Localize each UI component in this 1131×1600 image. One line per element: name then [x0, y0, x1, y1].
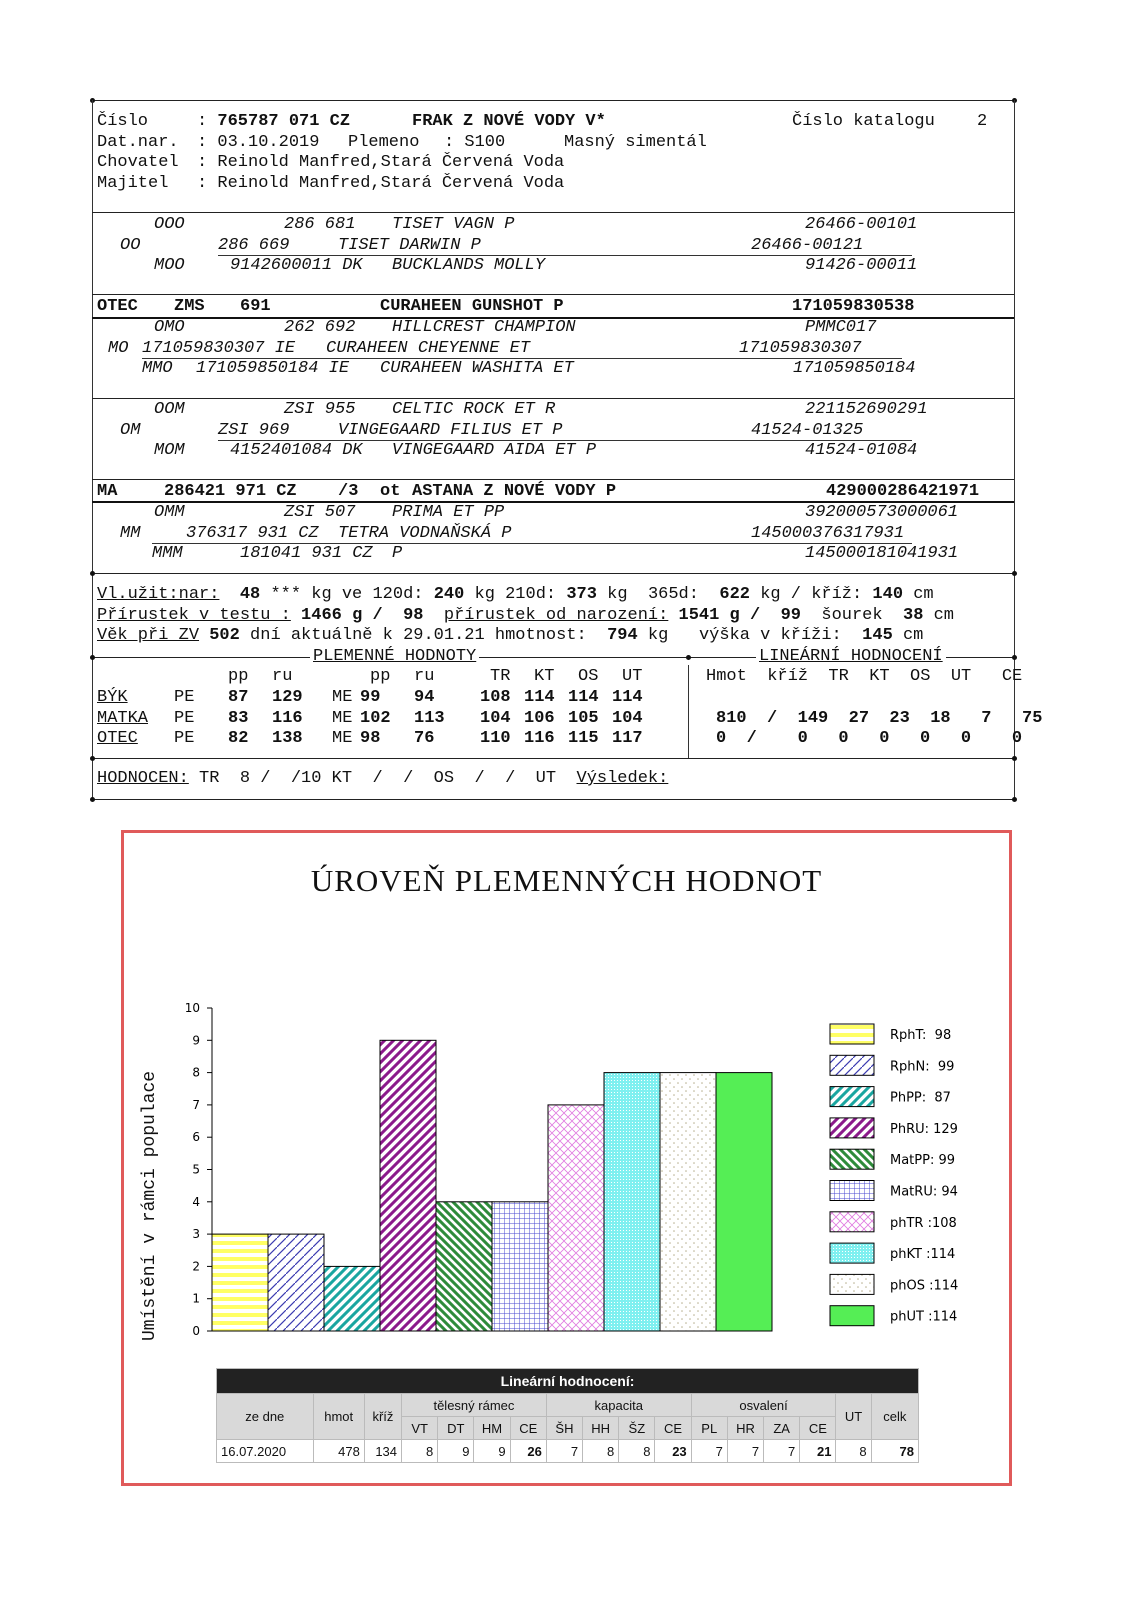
bar-phKT: [604, 1073, 660, 1331]
vl-nar: 48: [239, 585, 261, 604]
ph-label-0: BÝK: [97, 688, 128, 707]
otec-num: 691: [240, 297, 271, 316]
ma-lact: /3: [338, 482, 359, 501]
bar-RphT: [212, 1234, 268, 1331]
mmm-code: 145000181041931: [805, 544, 959, 563]
ph-kt-1: 106: [524, 708, 555, 728]
hdr-pp: pp: [228, 667, 249, 686]
mm-label: MM: [120, 524, 141, 543]
legend-label-phKT: phKT :114: [890, 1247, 956, 1263]
mo-name: CURAHEEN CHEYENNE ET: [326, 339, 531, 358]
prir-label: Přírustek v testu :: [97, 606, 291, 625]
ma-num: 286421 971 CZ: [164, 482, 297, 501]
vek: 502: [209, 626, 240, 645]
legend-label-RphT: RphT: 98: [890, 1028, 952, 1043]
th-sub-10: ZA: [764, 1417, 800, 1440]
prir-ix: 98: [403, 606, 424, 625]
td-val-4: 7: [546, 1440, 582, 1463]
th-hmot: hmot: [313, 1394, 364, 1440]
majitel-value: Reinold Manfred,Stará Červená Voda: [217, 174, 565, 193]
ooo-num: 286 681: [284, 215, 356, 234]
g-slash: g /: [352, 606, 383, 625]
ph-ut-2: 117: [612, 729, 643, 748]
hdr-kt: KT: [534, 667, 555, 686]
th-kriz: kříž: [364, 1394, 401, 1440]
ph-me-1: ME: [332, 708, 353, 728]
ph-ru2-0: 94: [414, 688, 435, 707]
ph-me-0: ME: [332, 688, 353, 707]
ph-ut-1: 104: [612, 708, 643, 728]
oom-label: OOM: [154, 400, 185, 419]
td-val-2: 9: [474, 1440, 510, 1463]
y-tick-label-4: 4: [192, 1194, 200, 1209]
td-date: 16.07.2020: [217, 1440, 314, 1463]
kriz-label: kříž:: [811, 585, 863, 604]
legend-swatch-phOS: [830, 1274, 874, 1294]
vek-rest: dní aktuálně k 29.01.21 hmotnost:: [250, 626, 587, 645]
ph-pe-2: PE: [174, 729, 195, 748]
y-tick-label-3: 3: [192, 1227, 200, 1242]
chart-title: ÚROVEŇ PLEMENNÝCH HODNOT: [310, 863, 823, 898]
th-sub-8: PL: [691, 1417, 727, 1440]
otec-code: 171059830538: [792, 297, 915, 316]
y-axis-label: Umístění v rámci populace: [140, 1070, 160, 1341]
mom-code: 41524-01084: [805, 441, 918, 460]
ph-label-1: MATKA: [97, 708, 149, 728]
y-tick-label-9: 9: [192, 1033, 200, 1048]
datnar-label: Dat.nar.: [97, 133, 179, 152]
ooo-code: 26466-00101: [805, 215, 918, 234]
katalog-value: 2: [977, 112, 988, 131]
ph-os-2: 115: [568, 729, 599, 748]
ph-tr-2: 110: [480, 729, 511, 748]
ph-os-0: 114: [568, 688, 599, 707]
mmo-label: MMO: [142, 359, 173, 378]
ph-pp-0: 87: [228, 688, 249, 707]
bar-phOS: [660, 1073, 716, 1331]
y-tick-label-8: 8: [192, 1065, 200, 1080]
bar-chart: [124, 833, 1009, 1353]
d365-label: 365d:: [647, 585, 699, 604]
legend-label-MatPP: MatPP: 99: [890, 1153, 956, 1169]
majitel-label: Majitel: [97, 174, 169, 193]
td-val-3: 26: [510, 1440, 546, 1463]
ph-kt-0: 114: [524, 688, 555, 707]
animal-card: Číslo : 765787 071 CZ FRAK Z NOVÉ VODY V* Číslo katalogu 2 Dat.nar. : 03.10.2019 Plemeno : S100 Masný simentál Chovatel : Reinold Manfred,Stará Červená Voda Majitel : Reinold Manfred,Stará Červená Voda OOO 286 681 TISET VAGN P 26466-00101 OO 286 669 TISET DARWIN P 26466-00121 MOO 9142600011 DK BUCKLANDS MOLLY 91426-00011 OTEC ZMS 691 CURAHEEN GUNSHOT P 171059830538 OMO 262 692 HILLCREST CHAMPION PMMC017 MO 171059830307 IE CURAHEEN CHEYENNE ET 171059830307 MMO 171059850184 IE CURAHEEN WASHITA ET 171059850184 OOM ZSI 955 CELTIC ROCK ET R 221152690291 OM ZSI 969 VINGEGAARD FILIUS ET P 41524-01325 MOM 4152401084 DK VINGEGAARD AIDA ET P 41524-01084 MA 286421 971 CZ /3 ot ASTANA Z NOVÉ VODY P 429000286421971 OMM ZSI 507 PRIMA ET PP 392000573000061 MM 376317 931 CZ TETRA VODNAŇSKÁ P 145000376317931 MMM 181041 931 CZ P 145000181041931 Vl.užit:nar: 48 *** kg ve 120d: 240 kg 210d: 373 kg 365d: 622 kg / kříž: 140 cm Přírustek v testu : 1466 g / 98 přírustek od narození: 1541 g / 99 šourek 38 cm Věk při ZV 502 dní aktuálně k 29.01.21 hmotnost: 794 kg výška v kříži: 145 cm PLEMENNÉ HODNOTY LINEÁRNÍ HODNOCENÍ pp ru pp ru TR KT OS UT Hmot kříž TR KT OS UT CE BÝK PE 87 129 ME 99 94 108 114 114 114 MATKA PE 83 116 ME 102 113 104 106 105 104 810 / 149 27 23 18 7 75 OTEC PE 82 138 ME 98 76 110 116 115 117 0 / 0 0 0 0 0 0 HODNOCEN: TR 8 / /10 KT / / OS / / UT Výsledek:: [92, 100, 1036, 820]
kg3: kg /: [760, 585, 801, 604]
cislo-label: Číslo: [97, 112, 149, 131]
th-sub-11: CE: [800, 1417, 836, 1440]
legend-swatch-RphN: [830, 1055, 874, 1075]
ph-tr-1: 104: [480, 708, 511, 728]
otec-zms: ZMS: [174, 297, 205, 316]
cislo-value: 765787 071 CZ: [217, 112, 351, 131]
td-kriz: 134: [364, 1440, 401, 1463]
mmo-num: 171059850184 IE: [196, 359, 350, 378]
d120-label: 120d:: [372, 585, 424, 604]
cm3: cm: [902, 626, 924, 645]
kg1: kg: [474, 585, 495, 604]
omm-code: 392000573000061: [805, 503, 959, 522]
sourek: 38: [903, 606, 924, 625]
oo-name: TISET DARWIN P: [338, 236, 481, 255]
plemeno-label: Plemeno: [348, 133, 420, 152]
datnar-value: 03.10.2019: [217, 133, 320, 152]
mo-num: 171059830307 IE: [142, 339, 296, 358]
legend-label-phOS: phOS :114: [890, 1278, 959, 1294]
legend-swatch-PhRU: [830, 1118, 874, 1138]
legend-label-PhRU: PhRU: 129: [890, 1121, 958, 1137]
mm-code: 145000376317931: [751, 524, 905, 543]
vyska: 145: [862, 626, 893, 645]
th-zedne: ze dne: [217, 1394, 314, 1440]
bar-phUT: [716, 1073, 772, 1331]
hodnocen-label: HODNOCEN:: [97, 769, 189, 788]
ph-lin-1: 810 / 149 27 23 18 7 75: [716, 708, 1043, 728]
otec-label: OTEC: [97, 297, 138, 316]
ph-lin-2: 0 / 0 0 0 0 0 0: [716, 729, 1023, 748]
th-kap: kapacita: [546, 1394, 691, 1417]
prir-nar: 1541: [678, 606, 720, 625]
om-name: VINGEGAARD FILIUS ET P: [338, 421, 563, 440]
mm-num: 376317 931 CZ: [186, 524, 319, 543]
legend-swatch-RphT: [830, 1024, 874, 1044]
td-val-1: 9: [438, 1440, 474, 1463]
y-tick-label-1: 1: [192, 1291, 200, 1306]
lin-value-row: [217, 1440, 919, 1463]
omm-name: PRIMA ET PP: [392, 503, 505, 522]
kg-ve: kg ve: [311, 585, 363, 604]
om-code: 41524-01325: [751, 421, 864, 440]
oo-label: OO: [120, 236, 141, 255]
mmo-code: 171059850184: [793, 359, 916, 378]
vysledek-label: Výsledek:: [576, 769, 669, 788]
ma-label: MA: [97, 482, 118, 501]
th-sub-1: DT: [438, 1417, 474, 1440]
prir-nar-label: přírustek od narození:: [443, 606, 669, 625]
sourek-label: šourek: [821, 606, 883, 625]
bar-MatRU: [492, 1202, 548, 1331]
mmo-name: CURAHEEN WASHITA ET: [380, 359, 574, 378]
hdr-ru2: ru: [414, 667, 435, 686]
hdr-os: OS: [578, 667, 599, 686]
ph-pe-0: PE: [174, 688, 195, 707]
ph-kt-2: 116: [524, 729, 555, 748]
lin-table-title: Lineární hodnocení:: [217, 1369, 919, 1394]
moo-label: MOO: [154, 256, 185, 275]
y-tick-label-7: 7: [192, 1097, 200, 1112]
ph-pp2-2: 98: [360, 729, 381, 748]
legend-swatch-phTR: [830, 1212, 874, 1232]
hdr-tr: TR: [490, 667, 511, 686]
th-sub-2: HM: [474, 1417, 510, 1440]
th-sub-5: HH: [583, 1417, 619, 1440]
cm: cm: [913, 585, 934, 604]
kg4: kg: [647, 626, 669, 645]
mo-code: 171059830307: [739, 339, 862, 358]
mmm-label: MMM: [152, 544, 183, 563]
mmm-num: 181041 931 CZ: [240, 544, 373, 563]
d210-label: 210d:: [505, 585, 557, 604]
th-sub-6: ŠZ: [619, 1417, 655, 1440]
omo-code: PMMC017: [805, 318, 877, 337]
y-tick-label-2: 2: [192, 1259, 200, 1274]
hodnocen-text: TR 8 / /10 KT / / OS / / UT: [188, 769, 567, 788]
legend-label-MatRU: MatRU: 94: [890, 1184, 958, 1200]
ph-ru2-2: 76: [414, 729, 435, 748]
ph-me-2: ME: [332, 729, 353, 748]
animal-name: FRAK Z NOVÉ VODY V*: [412, 112, 606, 131]
y-tick-label-10: 10: [184, 1001, 200, 1015]
mom-name: VINGEGAARD AIDA ET P: [392, 441, 597, 460]
prir: 1466: [301, 606, 342, 625]
ph-title: PLEMENNÉ HODNOTY: [310, 647, 479, 667]
legend-label-PhPP: PhPP: 87: [890, 1090, 951, 1106]
mom-num: 4152401084 DK: [230, 441, 363, 460]
th-sub-0: VT: [402, 1417, 438, 1440]
legend-swatch-phKT: [830, 1243, 874, 1263]
legend-swatch-MatRU: [830, 1181, 874, 1201]
bar-RphN: [268, 1234, 324, 1331]
legend-label-phUT: phUT :114: [890, 1309, 958, 1325]
plemeno-name: Masný simentál: [564, 133, 707, 152]
vl-label: Vl.užit:nar:: [97, 585, 220, 604]
omo-name: HILLCREST CHAMPION: [392, 318, 576, 337]
chovatel-label: Chovatel: [97, 153, 179, 172]
chart-panel: [121, 830, 1012, 1486]
d365: 622: [719, 585, 750, 604]
td-ut: 8: [836, 1440, 871, 1463]
ph-tr-0: 108: [480, 688, 511, 707]
ph-ru2-1: 113: [414, 708, 445, 728]
oom-num: ZSI 955: [284, 400, 356, 419]
bar-PhRU: [380, 1040, 436, 1331]
ooo-label: OOO: [154, 215, 185, 234]
oo-num: 286 669: [218, 236, 290, 255]
om-label: OM: [120, 421, 141, 440]
ph-ru-1: 116: [272, 708, 303, 728]
omm-label: OMM: [154, 503, 185, 522]
y-tick-label-0: 0: [192, 1324, 200, 1338]
mom-label: MOM: [154, 441, 185, 460]
ph-pp-2: 82: [228, 729, 249, 748]
bar-phTR: [548, 1105, 604, 1331]
oom-code: 221152690291: [805, 400, 928, 419]
td-celk: 78: [871, 1440, 918, 1463]
td-val-8: 7: [691, 1440, 727, 1463]
th-sub-7: CE: [655, 1417, 691, 1440]
hdr-ru: ru: [272, 667, 293, 686]
td-hmot: 478: [313, 1440, 364, 1463]
d120: 240: [433, 585, 465, 604]
ph-ut-0: 114: [612, 688, 643, 707]
mm-name: TETRA VODNAŇSKÁ P: [338, 524, 512, 543]
ma-name: ASTANA Z NOVÉ VODY P: [412, 482, 617, 501]
oo-code: 26466-00121: [751, 236, 864, 255]
legend-swatch-PhPP: [830, 1087, 874, 1107]
ph-pe-1: PE: [174, 708, 195, 728]
td-val-7: 23: [655, 1440, 691, 1463]
g-slash2: g /: [729, 606, 761, 625]
plemeno-code: S100: [464, 133, 506, 152]
omo-label: OMO: [154, 318, 185, 337]
th-teles: tělesný rámec: [402, 1394, 547, 1417]
bar-MatPP: [436, 1202, 492, 1331]
hmotnost: 794: [607, 626, 638, 645]
chovatel-value: Reinold Manfred,Stará Červená Voda: [217, 153, 565, 172]
kg2: kg: [607, 585, 628, 604]
th-osv: osvalení: [691, 1394, 836, 1417]
cm2: cm: [933, 606, 955, 625]
td-val-9: 7: [727, 1440, 763, 1463]
otec-name: CURAHEEN GUNSHOT P: [380, 297, 564, 316]
th-sub-3: CE: [510, 1417, 546, 1440]
omm-num: ZSI 507: [284, 503, 356, 522]
td-val-11: 21: [800, 1440, 836, 1463]
td-val-10: 7: [764, 1440, 800, 1463]
legend-swatch-MatPP: [830, 1149, 874, 1169]
oom-name: CELTIC ROCK ET R: [392, 400, 556, 419]
lin-title: LINEÁRNÍ HODNOCENÍ: [756, 647, 946, 667]
th-sub-9: HR: [727, 1417, 763, 1440]
th-sub-4: ŠH: [546, 1417, 582, 1440]
ph-os-1: 105: [568, 708, 599, 728]
ph-pp2-1: 102: [360, 708, 391, 728]
ma-code: 429000286421971: [826, 482, 980, 501]
hdr-pp2: pp: [370, 667, 391, 686]
vek-label: Věk při ZV: [97, 626, 200, 645]
y-tick-label-6: 6: [192, 1130, 200, 1145]
moo-code: 91426-00011: [805, 256, 918, 275]
katalog-label: Číslo katalogu: [792, 112, 935, 131]
legend-swatch-phUT: [830, 1306, 874, 1326]
legend-label-RphN: RphN: 99: [890, 1059, 955, 1075]
moo-num: 9142600011 DK: [230, 256, 363, 275]
d210: 373: [566, 585, 597, 604]
ph-ru-0: 129: [272, 688, 303, 707]
ooo-name: TISET VAGN P: [392, 215, 515, 234]
omo-num: 262 692: [284, 318, 356, 337]
ma-ot: ot: [380, 482, 401, 501]
th-celk: celk: [871, 1394, 918, 1440]
linear-eval-table: [216, 1368, 919, 1463]
vyska-label: výška v kříži:: [698, 626, 842, 645]
td-val-5: 8: [583, 1440, 619, 1463]
kriz: 140: [872, 585, 904, 604]
th-ut: UT: [836, 1394, 871, 1440]
ph-pp-1: 83: [228, 708, 249, 728]
ph-label-2: OTEC: [97, 729, 138, 748]
mmm-name: P: [392, 544, 403, 563]
td-val-0: 8: [402, 1440, 438, 1463]
y-tick-label-5: 5: [192, 1162, 200, 1177]
vl-stars: ***: [270, 585, 302, 604]
prir-nar-ix: 99: [780, 606, 801, 625]
moo-name: BUCKLANDS MOLLY: [392, 256, 546, 275]
mo-label: MO: [108, 339, 129, 358]
hdr-ut: UT: [622, 667, 643, 686]
lin-hdr: Hmot kříž TR KT OS UT CE: [706, 667, 1023, 686]
legend-label-phTR: phTR :108: [890, 1215, 957, 1231]
om-num: ZSI 969: [218, 421, 290, 440]
td-val-6: 8: [619, 1440, 655, 1463]
bar-PhPP: [324, 1266, 380, 1331]
ph-ru-2: 138: [272, 729, 303, 748]
ph-pp2-0: 99: [360, 688, 381, 707]
